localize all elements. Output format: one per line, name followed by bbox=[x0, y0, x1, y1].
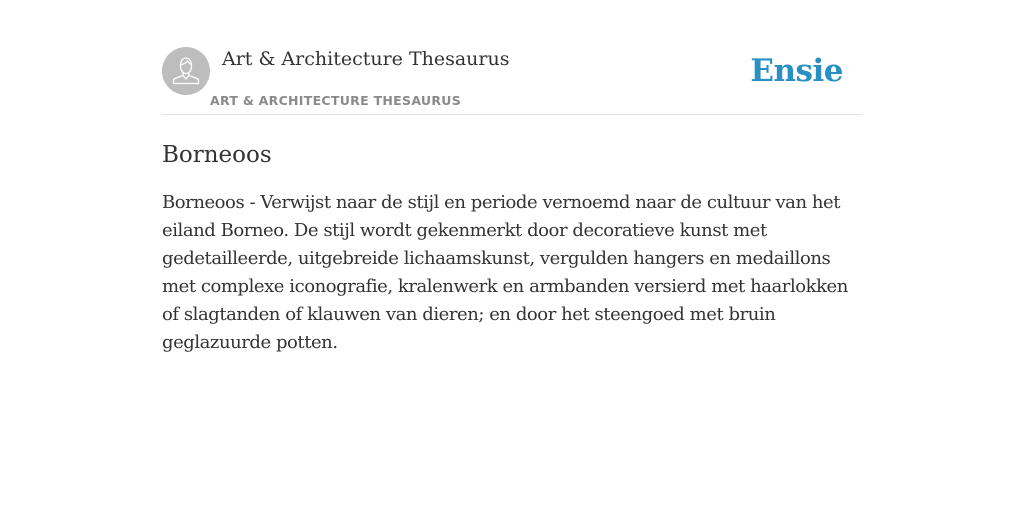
user-avatar-icon bbox=[162, 47, 210, 95]
brand-logo[interactable]: Ensie bbox=[750, 53, 843, 89]
author-name[interactable]: Art & Architecture Thesaurus bbox=[222, 48, 510, 70]
page-header bbox=[162, 47, 862, 115]
author-subtitle[interactable]: ART & ARCHITECTURE THESAURUS bbox=[210, 93, 462, 108]
page-container bbox=[162, 47, 862, 357]
author-avatar[interactable] bbox=[162, 47, 210, 95]
article-title: Borneoos bbox=[162, 142, 272, 168]
article-body: Borneoos - Verwijst naar de stijl en periode vernoemd naar de cultuur van het eiland Borneo. De stijl wordt gekenmerkt door decoratieve kunst met gedetailleerde, uitgebreide lichaamskunst, vergulden hangers en medaillons met complexe iconografie, kralenwerk en armbanden versierd met haarlokken of slagtanden of klauwen van dieren; en door het steengoed met bruin geglazuurde potten. bbox=[162, 192, 848, 353]
